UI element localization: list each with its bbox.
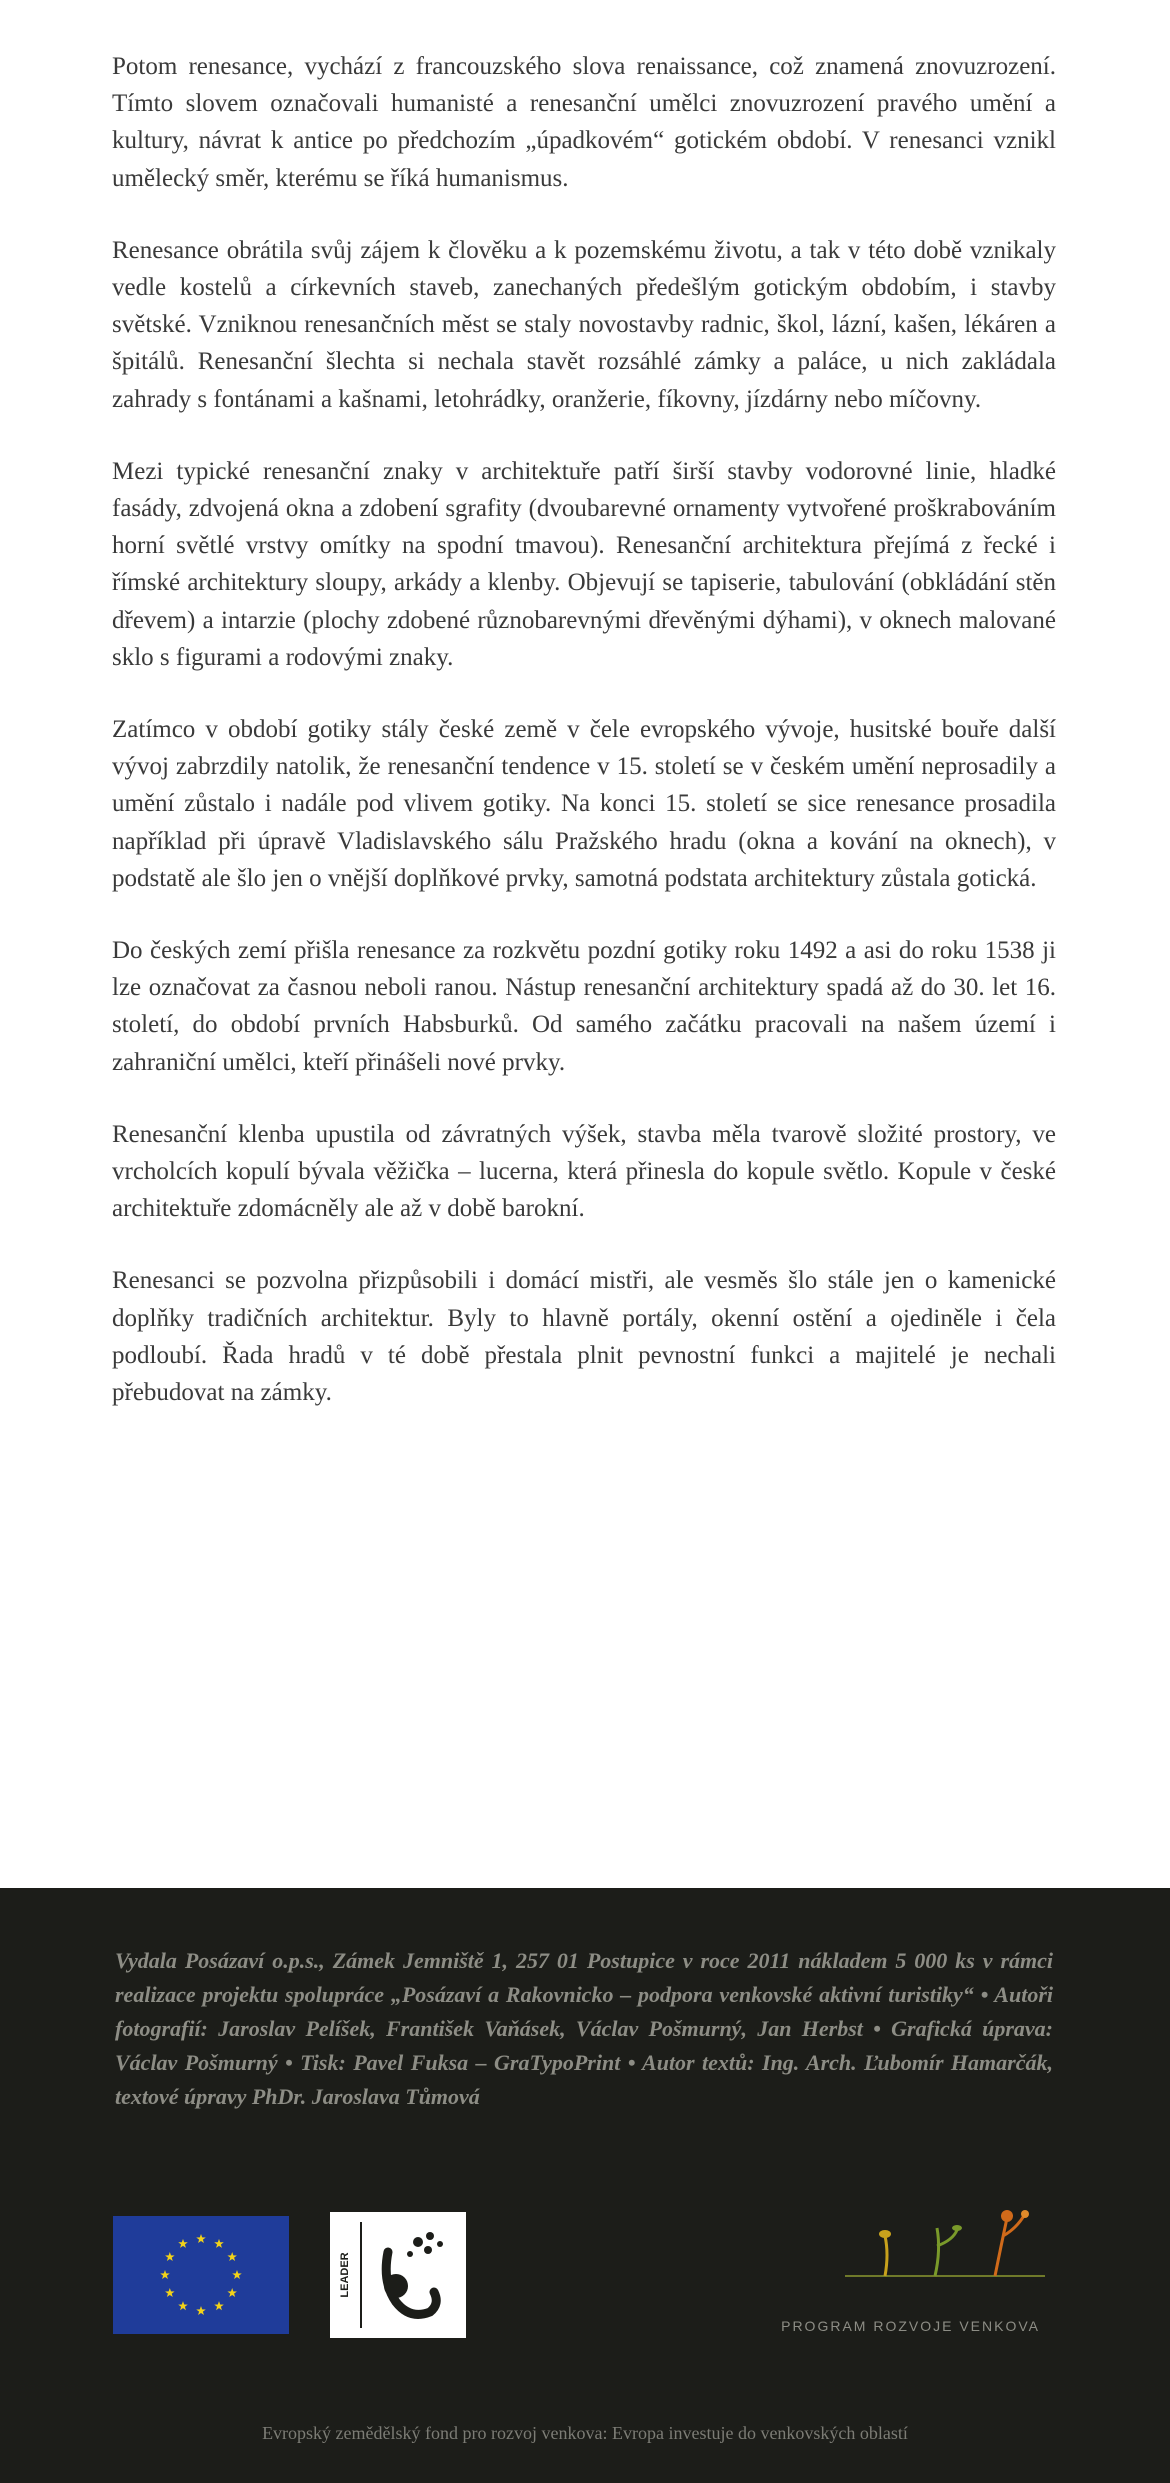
leader-label: LEADER (339, 2252, 351, 2298)
paragraph-4: Zatímco v období gotiky stály české země v čele evropského vývoje, husitské bouře další vývoj zabrzdily natolik, že renesanční tendence v 15. století se v českém umění neprosadily a umění zůstalo i nadále pod vlivem gotiky. Na konci 15. století se sice renesance prosadila například při úpravě Vladislavského sálu Pražského hradu (okna a kování na oknech), v podstatě ale šlo jen o vnější doplňkové prvky, samotná podstata architektury zůstala gotická. (112, 716, 1056, 892)
publisher-credits: Vydala Posázaví o.p.s., Zámek Jemniště 1, 257 01 Postupice v roce 2011 nákladem 5 000 ks v rámci realizace projektu spolupráce „Posázaví a Rakovnicko – podpora venkovské aktivní turistiky“ • Autoři fotografií: Jaroslav Pelíšek, František Vaňásek, Václav Pošmurný, Jan Herbst • Grafická úprava: Václav Pošmurný • Tisk: Pavel Fuksa – GraTypoPrint • Autor textů: Ing. Arch. Ľubomír Hamarčák, textové úpravy PhDr. Jaroslava Tůmová (115, 1948, 1053, 2109)
program-caption: PROGRAM ROZVOJE VENKOVA (781, 2318, 1040, 2334)
leader-logo-icon (330, 2212, 466, 2338)
eu-flag-icon (113, 2216, 289, 2334)
paragraph-1: Potom renesance, vychází z francouzského slova renaissance, což znamená znovuzrození. Tímto slovem označovali humanisté a renesanční umělci znovuzrození pravého umění a kultury, návrat k antice po předchozím „úpadkovém“ gotickém období. V renesanci vznikl umělecký směr, kterému se říká humanismus. (112, 53, 1056, 192)
rural-development-logo-icon (845, 2206, 1045, 2282)
article-text (112, 48, 1056, 1446)
paragraph-5: Do českých zemí přišla renesance za rozkvětu pozdní gotiky roku 1492 a asi do roku 1538 ji lze označovat za časnou neboli ranou. Nástup renesanční architektury spadá až do 30. let 16. století, do období prvních Habsburků. Od samého začátku pracovali na našem území i zahraniční umělci, kteří přinášeli nové prvky. (112, 937, 1056, 1076)
paragraph-3: Mezi typické renesanční znaky v architektuře patří širší stavby vodorovné linie, hladké fasády, zdvojená okna a zdobení sgrafity (dvoubarevné ornamenty vytvořené proškrabováním horní světlé vrstvy omítky na spodní tmavou). Renesanční architektura přejímá z řecké i římské architektury sloupy, arkády a klenby. Objevují se tapiserie, tabulování (obkládání stěn dřevem) a intarzie (plochy zdobené různobarevnými dřevěnými dýhami), v oknech malované sklo s figurami a rodovými znaky. (112, 457, 1056, 671)
paragraph-2: Renesance obrátila svůj zájem k člověku a k pozemskému životu, a tak v této době vznikaly vedle kostelů a církevních staveb, zanechaných předešlým gotickým obdobím, i stavby světské. Vzniknou renesančních měst se staly novostavby radnic, škol, lázní, kašen, lékáren a špitálů. Renesanční šlechta si nechala stavět rozsáhlé zámky a paláce, u nich zakládala zahrady s fontánami a kašnami, letohrádky, oranžerie, fíkovny, jízdárny nebo míčovny. (112, 236, 1056, 413)
eu-fund-line: Evropský zemědělský fond pro rozvoj venkova: Evropa investuje do venkovských oblastí (262, 2423, 908, 2443)
paragraph-6: Renesanční klenba upustila od závratných výšek, stavba měla tvarově složité prostory, ve vrcholcích kopulí bývala věžička – lucerna, která přinesla do kopule světlo. Kopule v české architektuře zdomácněly ale až v době barokní. (112, 1120, 1056, 1223)
paragraph-7: Renesanci se pozvolna přizpůsobili i domácí mistři, ale vesměs šlo stále jen o kamenické doplňky tradičních architektur. Byly to hlavně portály, okenní ostění a ojediněle i čela podloubí. Řada hradů v té době přestala plnit pevnostní funkci a majitelé je nechali přebudovat na zámky. (112, 1267, 1056, 1407)
footer-panel (0, 1888, 1170, 2483)
